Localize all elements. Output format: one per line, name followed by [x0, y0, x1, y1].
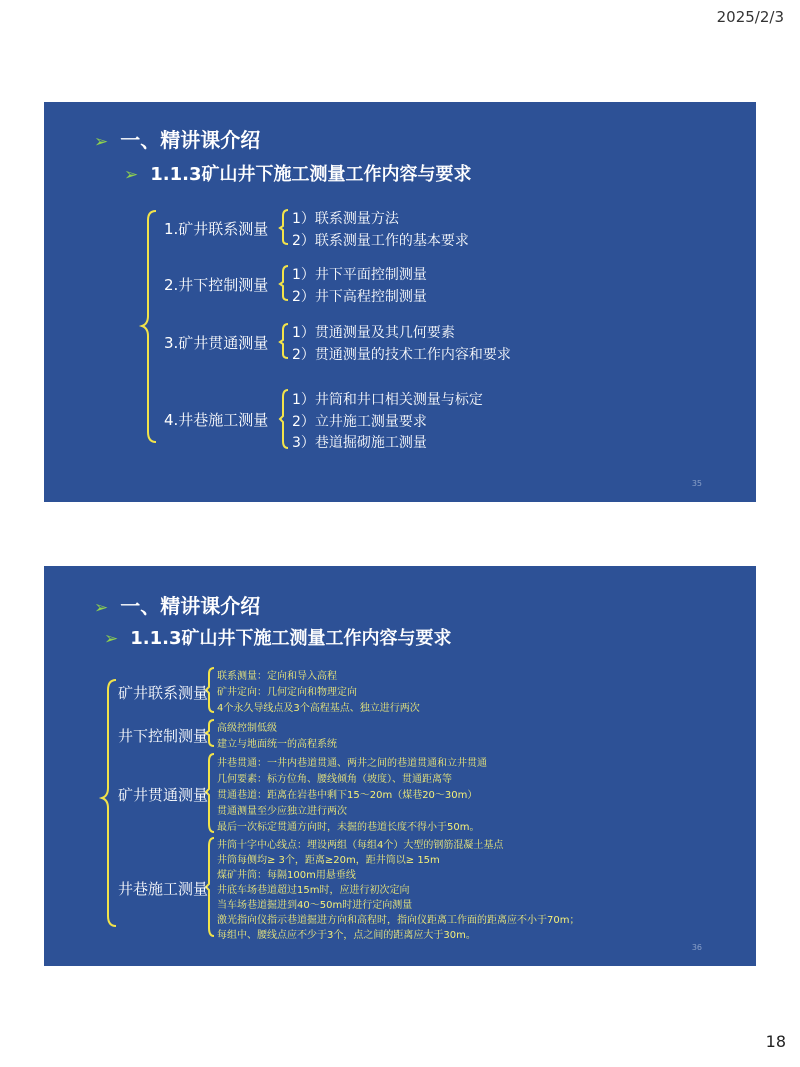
arrow-bullet-icon: ➢ — [94, 598, 109, 618]
list-item: 1）井下平面控制测量 — [292, 267, 427, 283]
list-item: 井筒每侧均≥ 3个，距离≥20m，距井筒以≥ 15m — [217, 855, 440, 866]
heading2-text: 1.1.3矿山井下施工测量工作内容与要求 — [130, 628, 452, 649]
category-label: 2.井下控制测量 — [164, 276, 269, 294]
category-label: 1.矿井联系测量 — [164, 220, 269, 238]
category-label: 井下控制测量 — [118, 727, 209, 745]
list-item: 激光指向仪指示巷道掘进方向和高程时，指向仪距离工作面的距离应不小于70m； — [217, 915, 580, 926]
list-item: 当车场巷道掘进到40～50m时进行定向测量 — [217, 900, 413, 911]
page-number: 18 — [765, 1032, 786, 1051]
page-date: 2025/2/3 — [716, 8, 784, 26]
heading2-text: 1.1.3矿山井下施工测量工作内容与要求 — [150, 164, 472, 185]
list-item: 1）贯通测量及其几何要素 — [292, 325, 455, 341]
list-item: 井筒十字中心线点：埋设两组（每组4个）大型的钢筋混凝土基点 — [217, 840, 504, 851]
list-item: 矿井定向：几何定向和物理定向 — [217, 687, 357, 698]
slide-number: 35 — [691, 479, 702, 488]
slide-36 — [44, 566, 756, 966]
list-item: 4个永久导线点及3个高程基点、独立进行两次 — [217, 703, 420, 714]
category-label: 矿井贯通测量 — [118, 786, 209, 804]
list-item: 2）联系测量工作的基本要求 — [292, 233, 469, 249]
category-label: 井巷施工测量 — [118, 880, 209, 898]
list-item: 贯通巷道：距离在岩巷中剩下15～20m（煤巷20～30m） — [217, 790, 478, 801]
list-item: 3）巷道掘砌施工测量 — [292, 435, 427, 451]
heading1-text: 一、精讲课介绍 — [120, 128, 261, 152]
list-item: 建立与地面统一的高程系统 — [217, 739, 337, 750]
list-item: 最后一次标定贯通方向时，未掘的巷道长度不得小于50m。 — [217, 822, 480, 833]
heading-level1 — [94, 124, 260, 153]
heading-level2 — [124, 160, 472, 186]
heading-level2 — [104, 624, 452, 650]
arrow-bullet-icon: ➢ — [104, 629, 119, 649]
arrow-bullet-icon: ➢ — [94, 132, 109, 152]
list-item: 煤矿井筒：每隔100m用悬垂线 — [217, 870, 356, 881]
category-label: 矿井联系测量 — [118, 684, 209, 702]
list-item: 1）联系测量方法 — [292, 211, 399, 227]
category-label: 4.井巷施工测量 — [164, 411, 269, 429]
heading-level1 — [94, 590, 260, 619]
list-item: 高级控制低级 — [217, 723, 277, 734]
slide-35 — [44, 102, 756, 502]
slide-number: 36 — [691, 943, 702, 952]
list-item: 1）井筒和井口相关测量与标定 — [292, 392, 483, 408]
list-item: 井巷贯通：一井内巷道贯通、两井之间的巷道贯通和立井贯通 — [217, 758, 487, 769]
list-item: 每组中、腰线点应不少于3个，点之间的距离应大于30m。 — [217, 930, 476, 941]
heading1-text: 一、精讲课介绍 — [120, 594, 261, 618]
list-item: 几何要素：标方位角、腰线倾角（坡度）、贯通距离等 — [217, 774, 452, 785]
list-item: 贯通测量至少应独立进行两次 — [217, 806, 347, 817]
list-item: 2）立井施工测量要求 — [292, 414, 427, 430]
list-item: 联系测量：定向和导入高程 — [217, 671, 337, 682]
category-label: 3.矿井贯通测量 — [164, 334, 269, 352]
list-item: 2）井下高程控制测量 — [292, 289, 427, 305]
list-item: 2）贯通测量的技术工作内容和要求 — [292, 347, 511, 363]
list-item: 井底车场巷道超过15m时，应进行初次定向 — [217, 885, 410, 896]
arrow-bullet-icon: ➢ — [124, 165, 139, 185]
